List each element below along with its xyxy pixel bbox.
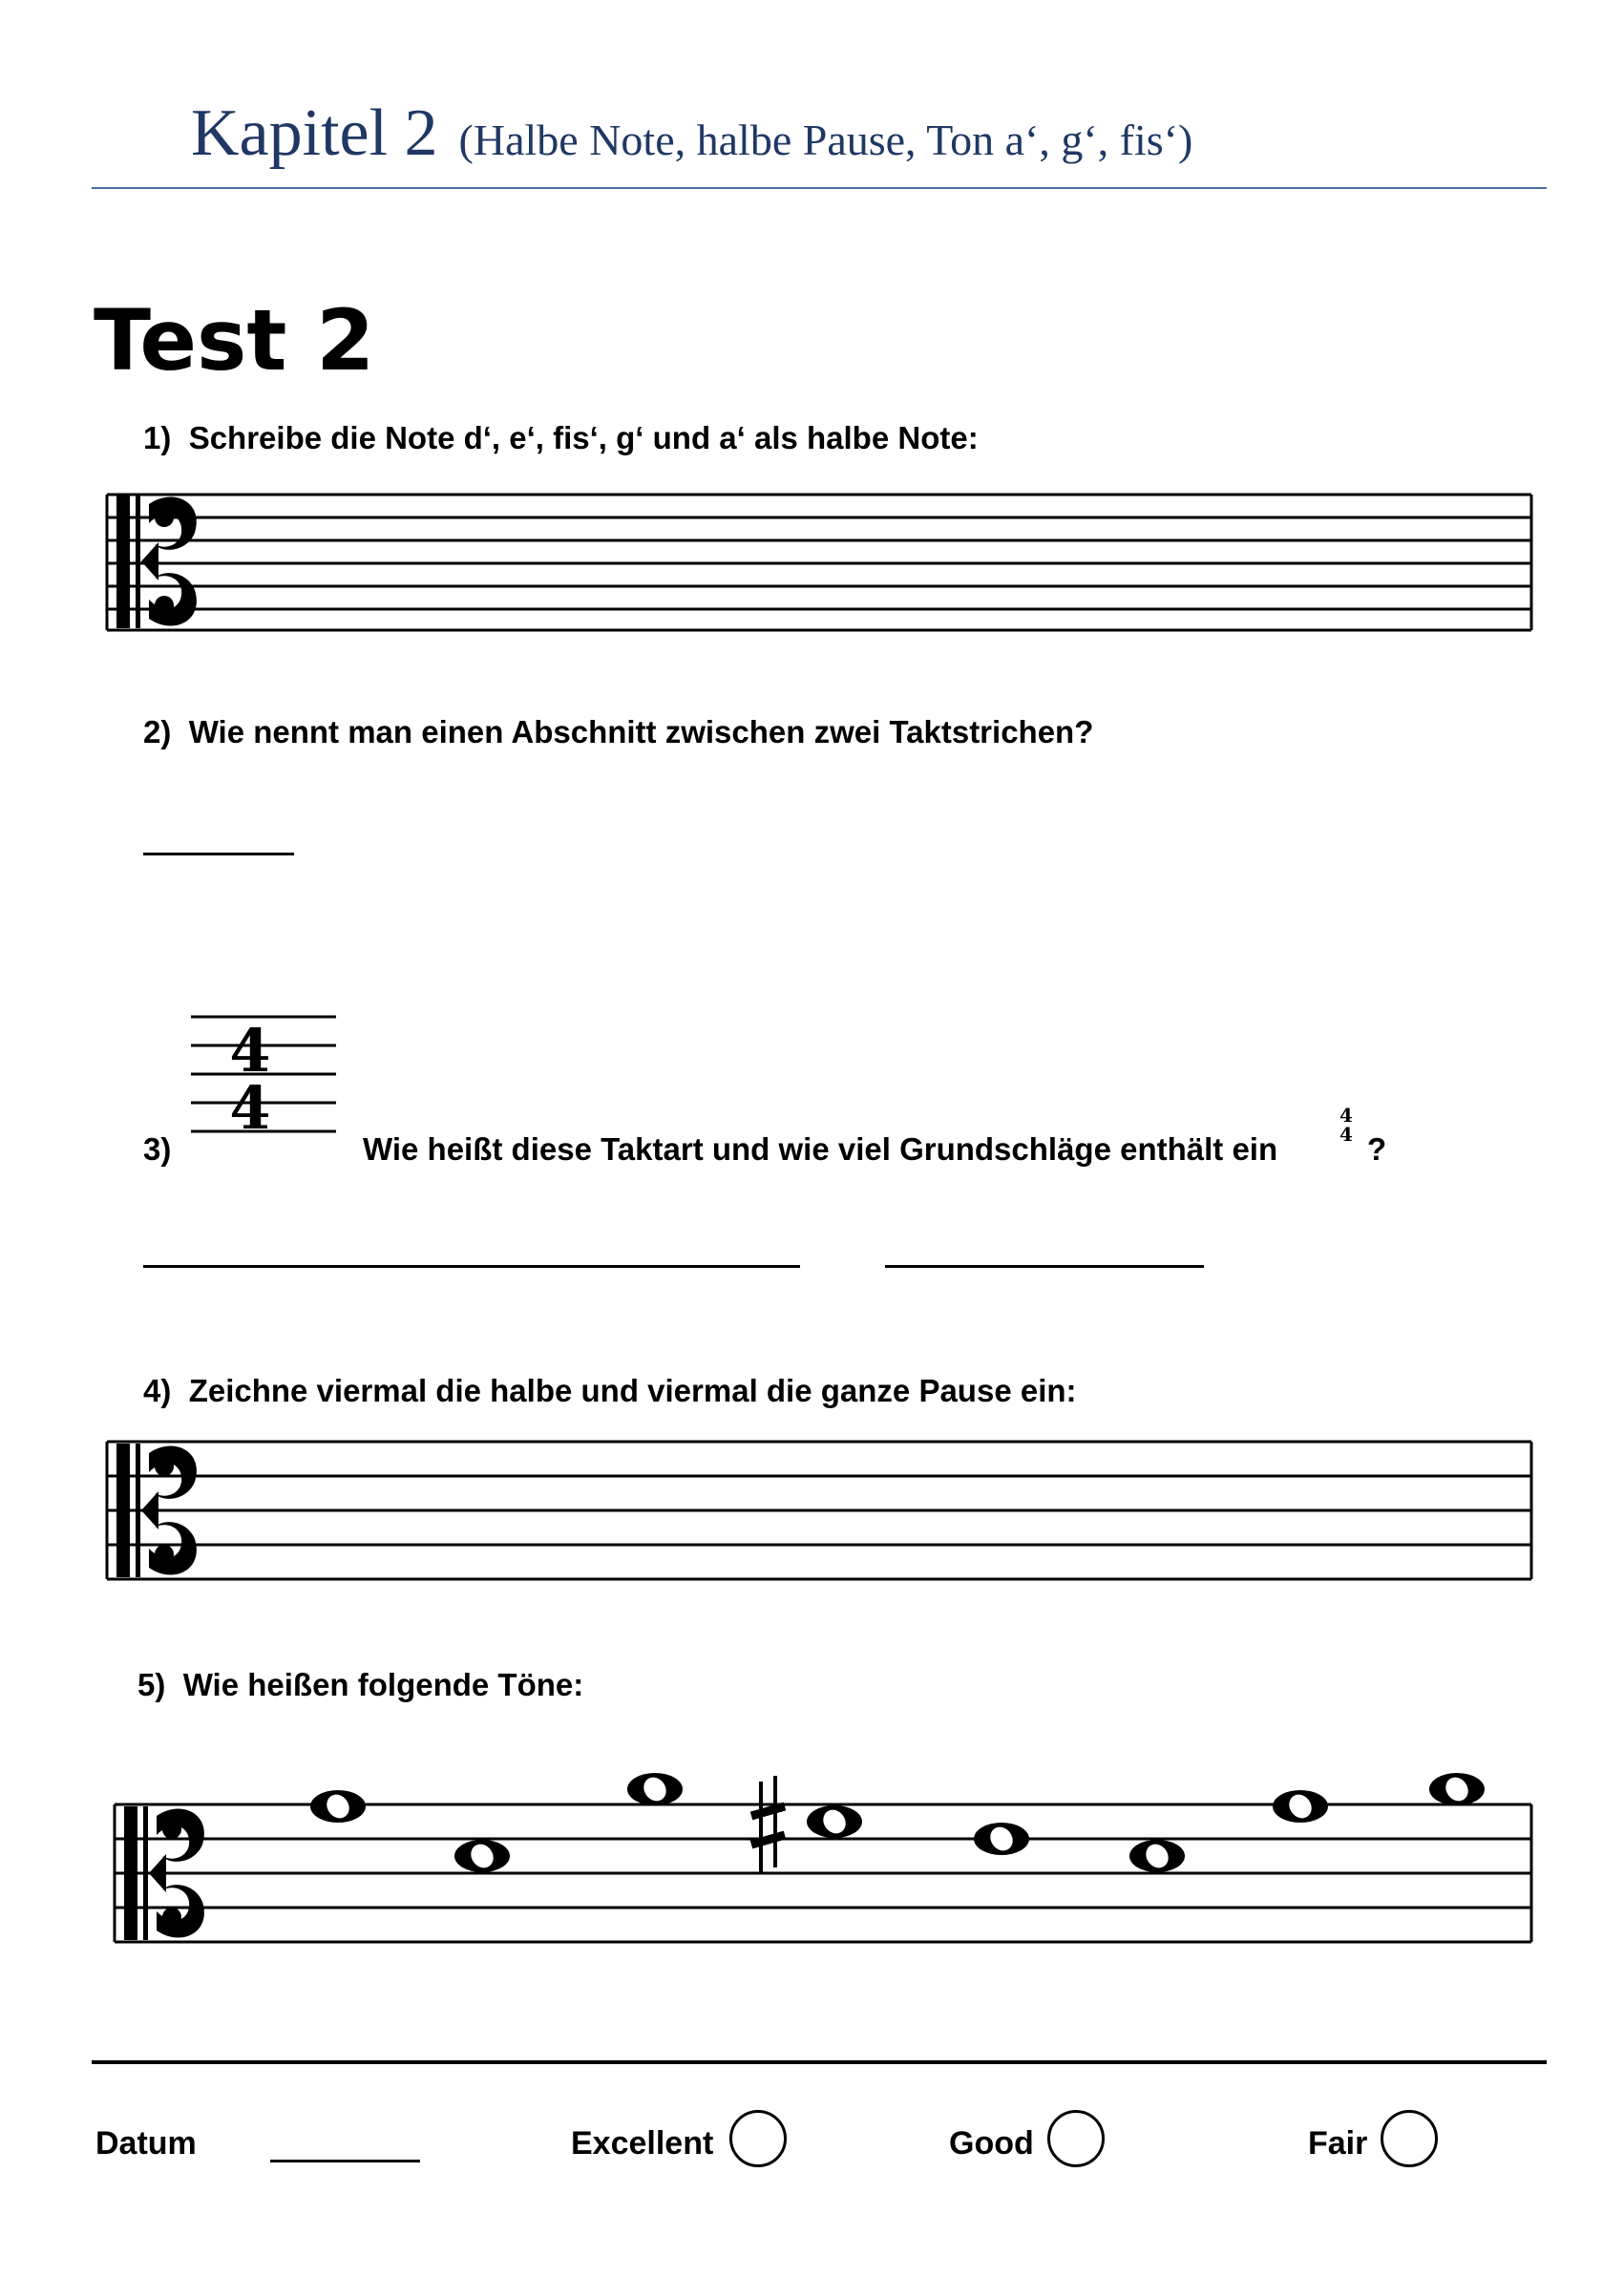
question-3-suffix: ? (1367, 1131, 1387, 1167)
ts-inline-top: 4 (1339, 1104, 1353, 1127)
rating-circle-fair[interactable] (1381, 2110, 1438, 2167)
question-4-text: Zeichne viermal die halbe und viermal die ganze Pause ein: (188, 1373, 1077, 1408)
note-4-sharp (807, 1805, 862, 1838)
time-signature-top: 4 (229, 1016, 271, 1086)
chapter-label: Kapitel 2 (191, 96, 438, 170)
time-signature-staff (191, 1016, 336, 1143)
staff-q5 (115, 1773, 1531, 1942)
note-5 (974, 1823, 1029, 1855)
question-5-text: Wie heißen folgende Töne: (182, 1667, 584, 1702)
date-label: Datum (95, 2125, 197, 2162)
question-4-number: 4) (143, 1373, 172, 1408)
staff-q4[interactable] (107, 1442, 1531, 1579)
sharp-icon (751, 1776, 785, 1873)
footer-divider (92, 2060, 1547, 2064)
rating-circle-excellent[interactable] (729, 2110, 787, 2167)
rating-label-excellent: Excellent (571, 2125, 714, 2162)
question-2-text: Wie nennt man einen Abschnitt zwischen zwei Taktstrichen? (188, 714, 1094, 749)
note-1 (310, 1790, 366, 1823)
question-3-text: Wie heißt diese Taktart und wie viel Grundschläge enthält ein (363, 1131, 1278, 1167)
note-2 (454, 1840, 510, 1872)
note-3 (627, 1773, 683, 1805)
rating-label-good: Good (949, 2125, 1034, 2162)
alto-clef-icon-q1 (116, 495, 197, 628)
chapter-subtitle: (Halbe Note, halbe Pause, Ton a‘, g‘, fis‘) (458, 116, 1193, 164)
note-8 (1429, 1773, 1485, 1805)
staff-q1[interactable] (107, 495, 1531, 630)
rating-circle-good[interactable] (1047, 2110, 1105, 2167)
time-signature-bottom: 4 (229, 1073, 271, 1143)
date-answer-line[interactable] (270, 2160, 420, 2162)
ts-inline-bottom: 4 (1339, 1123, 1353, 1146)
note-7 (1273, 1790, 1328, 1823)
question-1-number: 1) (143, 420, 172, 455)
question-1-text: Schreibe die Note d‘, e‘, fis‘, g‘ und a‘ als halbe Note: (188, 420, 979, 455)
question-2-number: 2) (143, 714, 172, 749)
note-6 (1129, 1840, 1185, 1872)
test-title: Test 2 (94, 291, 375, 390)
question-5-number: 5) (137, 1667, 166, 1702)
question-3-number: 3) (143, 1131, 172, 1167)
rating-label-fair: Fair (1308, 2125, 1368, 2162)
